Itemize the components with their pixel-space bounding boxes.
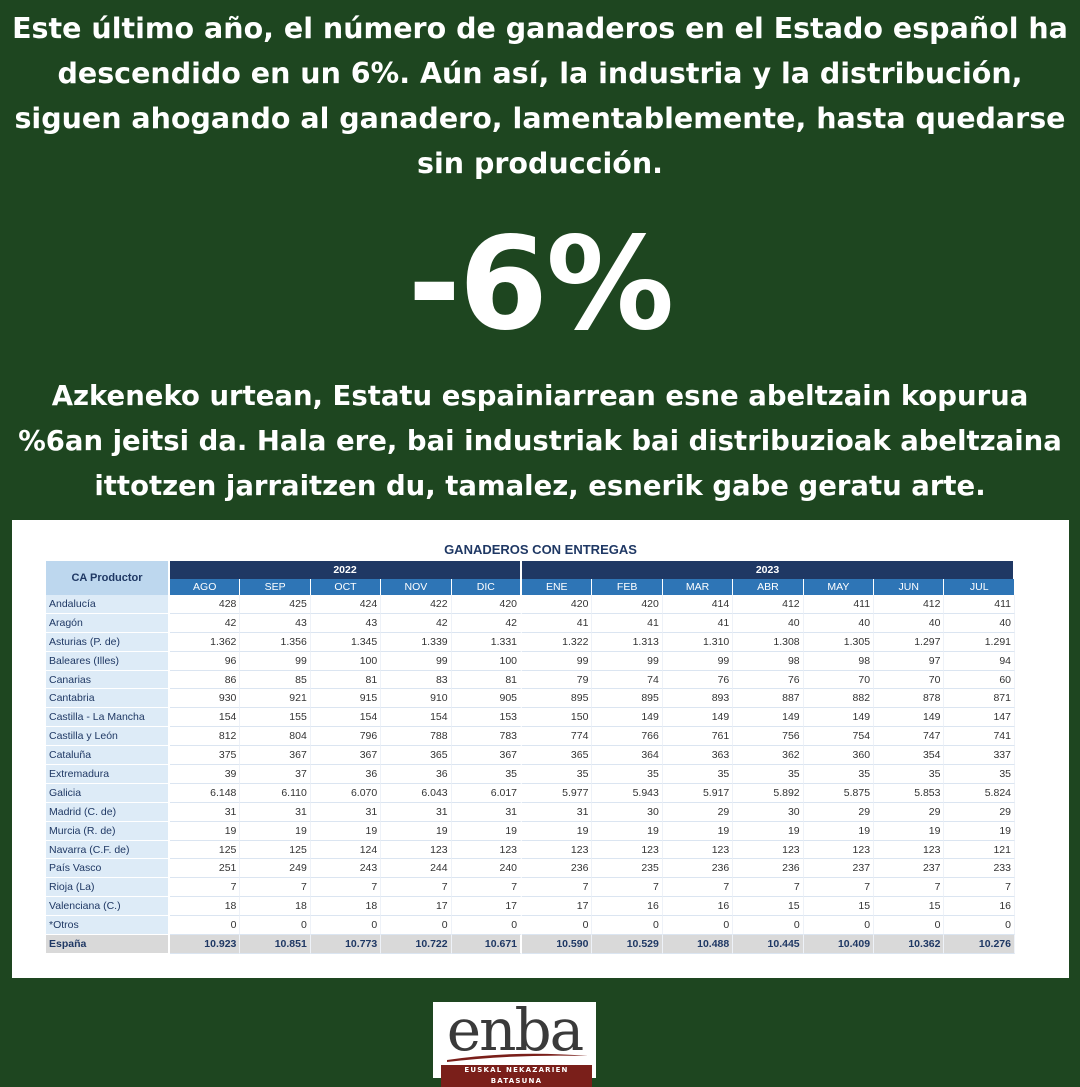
table-cell: 1.356	[240, 633, 310, 652]
table-cell: 1.297	[874, 633, 944, 652]
table-cell: 85	[240, 671, 310, 690]
table-cell: 29	[874, 803, 944, 822]
table-cell: 40	[874, 614, 944, 633]
table-cell: 123	[381, 841, 451, 860]
table-cell: 29	[944, 803, 1015, 822]
table-cell: 19	[311, 822, 381, 841]
table-cell: 154	[311, 708, 381, 727]
table-cell: 19	[522, 822, 592, 841]
table-cell: 0	[522, 916, 592, 935]
table-cell: 79	[522, 671, 592, 690]
month-header-ago: AGO	[170, 579, 240, 595]
table-title: GANADEROS CON ENTREGAS	[444, 542, 637, 557]
table-cell: 98	[804, 652, 874, 671]
region-name: Rioja (La)	[46, 878, 170, 897]
table-row	[46, 689, 1015, 708]
table-cell: 35	[452, 765, 522, 784]
table-cell: 233	[944, 859, 1015, 878]
table-cell: 100	[311, 652, 381, 671]
table-cell: 155	[240, 708, 310, 727]
table-cell: 7	[170, 878, 240, 897]
table-cell: 35	[874, 765, 944, 784]
table-cell: 237	[804, 859, 874, 878]
table-cell: 76	[663, 671, 733, 690]
table-cell: 19	[733, 822, 803, 841]
table-cell: 236	[522, 859, 592, 878]
table-cell: 756	[733, 727, 803, 746]
table-cell: 74	[592, 671, 662, 690]
table-cell: 19	[240, 822, 310, 841]
table-cell: 123	[733, 841, 803, 860]
table-cell: 19	[944, 822, 1015, 841]
table-cell: 123	[592, 841, 662, 860]
region-name: País Vasco	[46, 859, 170, 878]
month-header-jun: JUN	[874, 579, 944, 595]
table-cell: 7	[381, 878, 451, 897]
table-cell: 29	[804, 803, 874, 822]
table-cell: 40	[733, 614, 803, 633]
table-cell: 236	[733, 859, 803, 878]
table-cell: 150	[522, 708, 592, 727]
table-cell: 882	[804, 689, 874, 708]
farmers-table	[46, 561, 1015, 954]
table-cell: 31	[240, 803, 310, 822]
table-cell: 367	[452, 746, 522, 765]
table-cell: 18	[311, 897, 381, 916]
table-cell: 6.148	[170, 784, 240, 803]
table-row	[46, 708, 1015, 727]
table-cell: 0	[733, 916, 803, 935]
table-cell: 76	[733, 671, 803, 690]
table-cell: 99	[240, 652, 310, 671]
table-cell: 5.824	[944, 784, 1015, 803]
table-cell: 40	[944, 614, 1015, 633]
table-cell: 0	[944, 916, 1015, 935]
table-cell: 81	[311, 671, 381, 690]
table-cell: 100	[452, 652, 522, 671]
table-cell: 99	[522, 652, 592, 671]
table-cell: 7	[874, 878, 944, 897]
table-cell: 125	[240, 841, 310, 860]
table-row	[46, 897, 1015, 916]
table-cell: 42	[452, 614, 522, 633]
region-name: Baleares (Illes)	[46, 652, 170, 671]
table-cell: 363	[663, 746, 733, 765]
table-cell: 7	[522, 878, 592, 897]
table-total-row	[46, 935, 1015, 954]
table-cell: 0	[170, 916, 240, 935]
table-cell: 425	[240, 595, 310, 614]
table-cell: 18	[170, 897, 240, 916]
table-cell: 424	[311, 595, 381, 614]
table-cell: 1.305	[804, 633, 874, 652]
table-cell: 804	[240, 727, 310, 746]
table-cell: 35	[733, 765, 803, 784]
table-cell: 96	[170, 652, 240, 671]
table-cell: 10.851	[240, 935, 310, 954]
table-cell: 1.313	[592, 633, 662, 652]
table-cell: 0	[452, 916, 522, 935]
table-cell: 39	[170, 765, 240, 784]
table-cell: 41	[592, 614, 662, 633]
table-cell: 774	[522, 727, 592, 746]
table-cell: 19	[804, 822, 874, 841]
table-cell: 99	[663, 652, 733, 671]
year-header-2022: 2022	[170, 561, 522, 579]
table-cell: 0	[804, 916, 874, 935]
logo-tagline: EUSKAL NEKAZARIEN BATASUNA	[441, 1065, 592, 1087]
logo-swoosh-icon	[445, 1050, 590, 1064]
month-header-sep: SEP	[240, 579, 310, 595]
table-cell: 5.853	[874, 784, 944, 803]
table-cell: 36	[381, 765, 451, 784]
table-cell: 365	[381, 746, 451, 765]
table-cell: 796	[311, 727, 381, 746]
table-cell: 5.977	[522, 784, 592, 803]
table-cell: 6.017	[452, 784, 522, 803]
region-name: Madrid (C. de)	[46, 803, 170, 822]
table-cell: 0	[663, 916, 733, 935]
table-cell: 905	[452, 689, 522, 708]
table-cell: 871	[944, 689, 1015, 708]
table-cell: 6.043	[381, 784, 451, 803]
table-cell: 10.722	[381, 935, 451, 954]
table-cell: 7	[804, 878, 874, 897]
table-cell: 99	[592, 652, 662, 671]
table-cell: 35	[944, 765, 1015, 784]
table-cell: 10.923	[170, 935, 240, 954]
month-header-ene: ENE	[522, 579, 592, 595]
month-header-feb: FEB	[592, 579, 662, 595]
table-cell: 16	[944, 897, 1015, 916]
table-cell: 97	[874, 652, 944, 671]
table-cell: 41	[522, 614, 592, 633]
table-cell: 1.339	[381, 633, 451, 652]
table-row	[46, 803, 1015, 822]
table-cell: 412	[874, 595, 944, 614]
region-name: Castilla y León	[46, 727, 170, 746]
table-cell: 1.331	[452, 633, 522, 652]
table-cell: 0	[874, 916, 944, 935]
table-cell: 930	[170, 689, 240, 708]
table-cell: 420	[592, 595, 662, 614]
table-cell: 887	[733, 689, 803, 708]
table-cell: 86	[170, 671, 240, 690]
table-cell: 7	[452, 878, 522, 897]
table-cell: 35	[522, 765, 592, 784]
region-name: Galicia	[46, 784, 170, 803]
table-cell: 412	[733, 595, 803, 614]
table-cell: 149	[663, 708, 733, 727]
region-name: Murcia (R. de)	[46, 822, 170, 841]
table-row	[46, 652, 1015, 671]
region-name: Cantabria	[46, 689, 170, 708]
table-cell: 10.488	[663, 935, 733, 954]
table-cell: 35	[804, 765, 874, 784]
table-cell: 5.892	[733, 784, 803, 803]
data-table-card	[12, 520, 1069, 978]
table-cell: 878	[874, 689, 944, 708]
headline-eu: Azkeneko urtean, Estatu espainiarrean esne abeltzain kopurua %6an jeitsi da. Hala ere, bai industriak bai distribuzioak abeltzaina ittotzen jarraitzen du, tamalez, esnerik gabe geratu arte.	[18, 380, 1062, 502]
table-cell: 1.362	[170, 633, 240, 652]
table-cell: 17	[522, 897, 592, 916]
table-cell: 360	[804, 746, 874, 765]
table-row	[46, 878, 1015, 897]
table-cell: 428	[170, 595, 240, 614]
table-cell: 237	[874, 859, 944, 878]
table-cell: 243	[311, 859, 381, 878]
table-cell: 1.345	[311, 633, 381, 652]
month-header-nov: NOV	[381, 579, 451, 595]
table-cell: 42	[381, 614, 451, 633]
table-cell: 37	[240, 765, 310, 784]
table-cell: 240	[452, 859, 522, 878]
table-cell: 893	[663, 689, 733, 708]
month-header-jul: JUL	[944, 579, 1015, 595]
table-cell: 788	[381, 727, 451, 746]
table-cell: 19	[452, 822, 522, 841]
table-cell: 123	[874, 841, 944, 860]
table-cell: 123	[452, 841, 522, 860]
table-cell: 422	[381, 595, 451, 614]
table-cell: 354	[874, 746, 944, 765]
table-cell: 420	[452, 595, 522, 614]
table-cell: 70	[874, 671, 944, 690]
table-cell: 10.773	[311, 935, 381, 954]
table-cell: 0	[311, 916, 381, 935]
table-cell: 19	[592, 822, 662, 841]
table-row	[46, 765, 1015, 784]
table-row	[46, 671, 1015, 690]
table-cell: 17	[381, 897, 451, 916]
table-cell: 149	[592, 708, 662, 727]
table-cell: 31	[381, 803, 451, 822]
table-cell: 364	[592, 746, 662, 765]
table-cell: 18	[240, 897, 310, 916]
month-header-dic: DIC	[452, 579, 522, 595]
table-cell: 766	[592, 727, 662, 746]
table-cell: 15	[804, 897, 874, 916]
table-cell: 411	[944, 595, 1015, 614]
table-cell: 43	[240, 614, 310, 633]
month-header-abr: ABR	[733, 579, 803, 595]
table-cell: 761	[663, 727, 733, 746]
table-cell: 754	[804, 727, 874, 746]
table-cell: 5.943	[592, 784, 662, 803]
table-cell: 5.917	[663, 784, 733, 803]
table-cell: 147	[944, 708, 1015, 727]
table-cell: 7	[311, 878, 381, 897]
table-cell: 99	[381, 652, 451, 671]
region-name: Andalucía	[46, 595, 170, 614]
table-cell: 10.445	[733, 935, 803, 954]
table-cell: 0	[592, 916, 662, 935]
table-cell: 19	[663, 822, 733, 841]
table-cell: 411	[804, 595, 874, 614]
table-cell: 19	[874, 822, 944, 841]
table-cell: 149	[804, 708, 874, 727]
table-cell: 83	[381, 671, 451, 690]
table-cell: 19	[170, 822, 240, 841]
table-cell: 30	[733, 803, 803, 822]
region-name: Navarra (C.F. de)	[46, 841, 170, 860]
table-cell: 1.308	[733, 633, 803, 652]
region-name: *Otros	[46, 916, 170, 935]
table-cell: 895	[592, 689, 662, 708]
table-cell: 31	[170, 803, 240, 822]
table-cell: 94	[944, 652, 1015, 671]
table-cell: 123	[663, 841, 733, 860]
table-cell: 10.529	[592, 935, 662, 954]
table-cell: 10.409	[804, 935, 874, 954]
table-cell: 921	[240, 689, 310, 708]
table-cell: 31	[452, 803, 522, 822]
table-cell: 40	[804, 614, 874, 633]
month-header-mar: MAR	[663, 579, 733, 595]
table-cell: 31	[522, 803, 592, 822]
table-cell: 121	[944, 841, 1015, 860]
table-cell: 0	[381, 916, 451, 935]
table-cell: 7	[240, 878, 310, 897]
table-row	[46, 746, 1015, 765]
table-cell: 98	[733, 652, 803, 671]
region-name: Aragón	[46, 614, 170, 633]
table-cell: 15	[874, 897, 944, 916]
region-name: Canarias	[46, 671, 170, 690]
table-cell: 337	[944, 746, 1015, 765]
table-row	[46, 784, 1015, 803]
table-row	[46, 822, 1015, 841]
table-row	[46, 727, 1015, 746]
table-cell: 235	[592, 859, 662, 878]
table-cell: 124	[311, 841, 381, 860]
table-cell: 812	[170, 727, 240, 746]
table-cell: 414	[663, 595, 733, 614]
table-cell: 420	[522, 595, 592, 614]
table-cell: 741	[944, 727, 1015, 746]
table-cell: 36	[311, 765, 381, 784]
table-cell: 7	[592, 878, 662, 897]
headline-es: Este último año, el número de ganaderos en el Estado español ha descendido en un 6%. Aún así, la industria y la distribución, siguen ahogando al ganadero, lamentablemente, hasta quedarse sin producción.	[12, 12, 1068, 180]
month-header-may: MAY	[804, 579, 874, 595]
table-cell: 29	[663, 803, 733, 822]
table-cell: 123	[522, 841, 592, 860]
table-cell: 915	[311, 689, 381, 708]
table-cell: 125	[170, 841, 240, 860]
table-cell: 747	[874, 727, 944, 746]
table-cell: 17	[452, 897, 522, 916]
table-cell: 7	[944, 878, 1015, 897]
month-header-oct: OCT	[311, 579, 381, 595]
region-name: Valenciana (C.)	[46, 897, 170, 916]
table-cell: 783	[452, 727, 522, 746]
table-cell: 154	[381, 708, 451, 727]
table-cell: 16	[592, 897, 662, 916]
table-cell: 1.291	[944, 633, 1015, 652]
table-cell: 30	[592, 803, 662, 822]
region-name: Extremadura	[46, 765, 170, 784]
table-cell: 910	[381, 689, 451, 708]
table-cell: 31	[311, 803, 381, 822]
table-cell: 35	[592, 765, 662, 784]
table-cell: 16	[663, 897, 733, 916]
table-cell: 367	[240, 746, 310, 765]
table-cell: 7	[663, 878, 733, 897]
table-cell: 1.310	[663, 633, 733, 652]
table-cell: 367	[311, 746, 381, 765]
table-cell: 149	[874, 708, 944, 727]
table-cell: 154	[170, 708, 240, 727]
table-cell: 7	[733, 878, 803, 897]
table-cell: 0	[240, 916, 310, 935]
table-cell: 1.322	[522, 633, 592, 652]
table-cell: 153	[452, 708, 522, 727]
table-cell: 19	[381, 822, 451, 841]
table-cell: 10.671	[452, 935, 522, 954]
table-cell: 41	[663, 614, 733, 633]
table-body	[46, 595, 1015, 954]
table-cell: 6.110	[240, 784, 310, 803]
table-row	[46, 595, 1015, 614]
year-header-2023: 2023	[522, 561, 1015, 579]
table-cell: 895	[522, 689, 592, 708]
table-cell: 10.590	[522, 935, 592, 954]
table-cell: 5.875	[804, 784, 874, 803]
table-row	[46, 916, 1015, 935]
table-cell: 236	[663, 859, 733, 878]
table-cell: 35	[663, 765, 733, 784]
table-cell: 375	[170, 746, 240, 765]
table-cell: 365	[522, 746, 592, 765]
table-cell: 6.070	[311, 784, 381, 803]
table-row	[46, 859, 1015, 878]
table-row	[46, 633, 1015, 652]
table-cell: 244	[381, 859, 451, 878]
table-cell: 10.276	[944, 935, 1015, 954]
table-cell: 42	[170, 614, 240, 633]
table-cell: 15	[733, 897, 803, 916]
region-name: España	[46, 935, 170, 954]
logo-wordmark: enba	[446, 996, 583, 1064]
month-header-row	[46, 579, 1015, 595]
table-cell: 70	[804, 671, 874, 690]
table-cell: 123	[804, 841, 874, 860]
enba-logo	[433, 996, 596, 1085]
table-cell: 10.362	[874, 935, 944, 954]
table-row	[46, 614, 1015, 633]
table-cell: 81	[452, 671, 522, 690]
row-header: CA Productor	[46, 561, 170, 595]
table-cell: 251	[170, 859, 240, 878]
table-cell: 43	[311, 614, 381, 633]
region-name: Asturias (P. de)	[46, 633, 170, 652]
table-cell: 149	[733, 708, 803, 727]
big-percentage: -6%	[407, 210, 673, 359]
table-cell: 362	[733, 746, 803, 765]
region-name: Castilla - La Mancha	[46, 708, 170, 727]
table-row	[46, 841, 1015, 860]
table-cell: 249	[240, 859, 310, 878]
table-cell: 60	[944, 671, 1015, 690]
region-name: Cataluña	[46, 746, 170, 765]
